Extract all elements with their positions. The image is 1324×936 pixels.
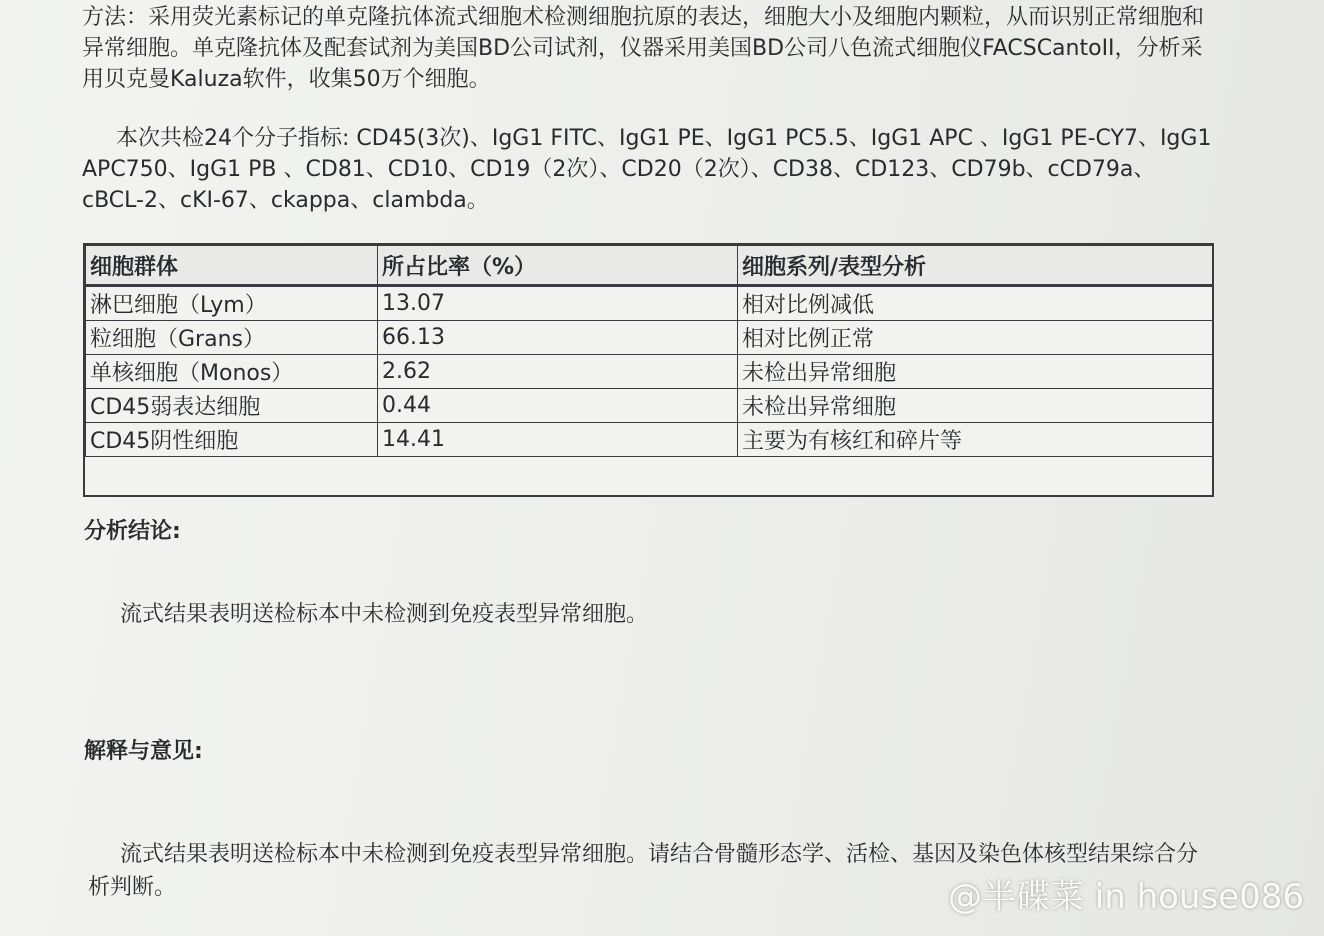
cell-analysis: 未检出异常细胞 <box>738 389 1213 423</box>
conclusion-heading: 分析结论: <box>84 519 181 544</box>
interpretation-text: 流式结果表明送检标本中未检测到免疫表型异常细胞。请结合骨髓形态学、活检、基因及染色体核型结果综合分析判断。 <box>88 842 1199 900</box>
header-cell-ratio: 所占比率（%） <box>378 246 738 286</box>
cell-ratio: 14.41 <box>378 423 738 457</box>
cell-analysis: 主要为有核红和碎片等 <box>738 423 1213 457</box>
table-row <box>86 423 1213 457</box>
conclusion-text: 流式结果表明送检标本中未检测到免疫表型异常细胞。 <box>120 602 649 627</box>
cell-ratio: 13.07 <box>378 286 738 321</box>
cell-population: 粒细胞（Grans） <box>86 321 378 355</box>
table-row <box>86 389 1213 423</box>
header-cell-population: 细胞群体 <box>86 246 378 286</box>
table-row <box>86 355 1213 389</box>
cell-analysis: 未检出异常细胞 <box>738 355 1213 389</box>
indicators-paragraph: 本次共检24个分子指标: CD45(3次)、IgG1 FITC、IgG1 PE、IgG1 PC5.5、IgG1 APC 、IgG1 PE-CY7、IgG1 APC750、IgG1 PB 、CD81、CD10、CD19（2次）、CD20（2次）、CD38、CD123、CD79b、cCD79a、cBCL-2、cKI-67、ckappa、clambda。 <box>82 126 1212 213</box>
cell-population: CD45弱表达细胞 <box>86 389 378 423</box>
header-cell-analysis: 细胞系列/表型分析 <box>738 246 1213 286</box>
results-table-frame <box>83 243 1214 497</box>
cell-population: 单核细胞（Monos） <box>86 355 378 389</box>
results-table <box>85 245 1213 457</box>
cell-ratio: 66.13 <box>378 321 738 355</box>
table-row <box>86 286 1213 321</box>
method-paragraph: 方法：采用荧光素标记的单克隆抗体流式细胞术检测细胞抗原的表达，细胞大小及细胞内颗粒，从而识别正常细胞和异常细胞。单克隆抗体及配套试剂为美国BD公司试剂，仪器采用美国BD公司八色流式细胞仪FACSCantoII，分析采用贝克曼Kaluza软件，收集50万个细胞。 <box>82 5 1205 92</box>
cell-ratio: 2.62 <box>378 355 738 389</box>
cell-ratio: 0.44 <box>378 389 738 423</box>
watermark: @半碟菜 in house086 <box>947 877 1304 917</box>
table-header-row <box>86 246 1213 286</box>
cell-analysis: 相对比例正常 <box>738 321 1213 355</box>
cell-population: 淋巴细胞（Lym） <box>86 286 378 321</box>
table-row <box>86 321 1213 355</box>
cell-analysis: 相对比例减低 <box>738 286 1213 321</box>
cell-population: CD45阴性细胞 <box>86 423 378 457</box>
interpretation-heading: 解释与意见: <box>84 739 203 764</box>
